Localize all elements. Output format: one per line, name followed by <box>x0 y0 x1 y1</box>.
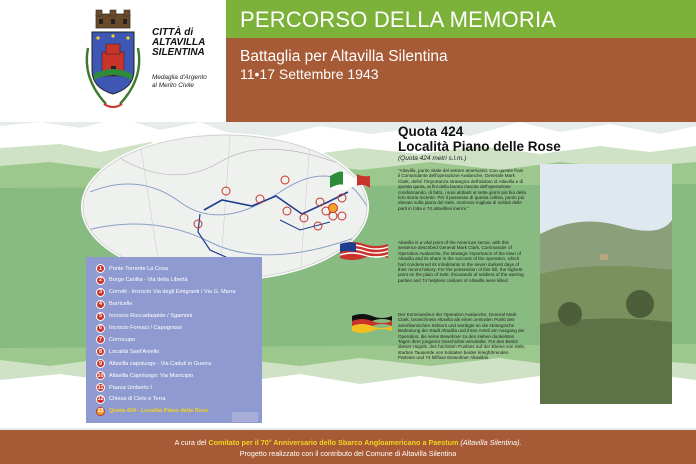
city-name-line3: SILENTINA <box>152 47 205 58</box>
legend-item-label: Incrocio Roccadaspide / Sgamoni <box>109 313 193 320</box>
landscape-photo <box>540 164 672 404</box>
legend-item-label: Piazza Umberto I <box>109 384 152 391</box>
legend-number-badge: 2 <box>96 276 105 285</box>
legend-number-badge: 11 <box>97 384 104 391</box>
legend-item <box>96 334 135 345</box>
city-medal-text <box>152 74 207 90</box>
city-name <box>152 28 205 58</box>
legend-number-badge: 8 <box>96 347 105 356</box>
legend-number-badge: 4 <box>96 300 105 309</box>
legend-item <box>96 299 132 310</box>
legend-item <box>96 358 211 369</box>
legend-item-label: Cerrelli - Incrocio Via degli Emigranti / Via G. Marra <box>109 289 236 296</box>
legend-item-label: Cerrocupo <box>109 336 136 343</box>
legend-item-label: Barricelle <box>109 301 133 308</box>
medal-line1: Medaglia d'Argento <box>152 74 207 81</box>
footer-credit <box>0 438 696 447</box>
legend-mini-badge <box>232 412 258 422</box>
legend-number-badge: 3 <box>96 288 105 297</box>
legend-item <box>96 263 168 274</box>
city-name-line2: ALTAVILLA <box>152 37 206 48</box>
quota-title-line2: Località Piano delle Rose <box>398 139 561 154</box>
italian-flag-icon <box>330 168 370 190</box>
legend-item <box>96 406 208 417</box>
legend-item <box>96 311 192 322</box>
legend-item <box>96 287 236 298</box>
paragraph-german: Der Kommandeur der Operation Avalanche, General Mark Clark, bezeichnete Altavilla als einen zentralen Punkt des amerikanischen Sektors und würdigte so die strategische Bedeutung der Stadt Altavilla und ihren Anteil am Ausgang der Operation, die seine Bewohner zu den sieben dunkelsten Tagen ihrer jüngeren Geschichte verurteilte. Für den Besitz dieses Hügels, des höchsten Punktes auf der Ebene von Sele, starben Tausende von Soldaten beider kriegführenden Parteien und 74 hilflose Einwohner Altavillas. <box>398 312 526 361</box>
page-dates: 11•17 Settembre 1943 <box>240 66 379 82</box>
footer-prefix: A cura del <box>174 438 207 447</box>
paragraph-italian: "Altavilla, punto vitale del settore americano. Con queste frasi il Comandante dell'operazione Avalanche, Generale Mark Clark, definì l'importanza strategica dell'abitato di Altavilla e di questa quota, ai fini della buona riuscita dell'operazione condannando, di fatto, i suoi abitanti al sette giorni più bui della loro storia recente. Per il possesso di questa collina, punto più elevato sulla piana del Sele, morirono migliaia di soldati delle parti in lotta e 74 altavillesi inermi." <box>398 168 526 211</box>
legend-number-badge: 1 <box>96 264 105 273</box>
footer-bar <box>0 430 696 464</box>
legend-item <box>96 394 165 405</box>
legend-item-label: Borgo Carillia - Via della Libertà <box>109 277 188 284</box>
paragraph-english: Altavilla is a vital point of the American sector, with this sentence described General Mark Clark, Commander of Operation Avalanche, the strategic importance of the town of Altavilla and its share in the success of the operation, which had condemned its inhabitants to the seven darkest days of their recent history. For the possession of this hill, the highest point on the plain of Sele, thousands of soldiers of the warring parties and 74 helpless civilians of Altavilla were killed. <box>398 240 524 283</box>
legend-item-label: Altavilla Capoluogo: Via Municipio <box>109 372 194 379</box>
legend-item-label: Incrocio Fornaci / Capograssi <box>109 325 182 331</box>
usa-flag-icon <box>340 240 388 260</box>
page-subtitle: Battaglia per Altavilla Silentina <box>240 48 448 65</box>
quota-title-line1: Quota 424 <box>398 124 464 139</box>
footer-committee: Comitato per il 70° Anniversario dello Sbarco Angloamericano a Paestum <box>208 438 459 447</box>
city-crest-logo <box>80 8 146 114</box>
map-marker-13 <box>329 204 338 213</box>
legend-item <box>96 275 188 286</box>
legend-item-label: Località Sant'Aniello <box>109 348 160 355</box>
quota-subtitle: (Quota 424 metri s.l.m.) <box>398 155 467 162</box>
city-name-line1: CITTÀ di <box>152 27 194 38</box>
legend-number-badge: 12 <box>97 396 104 403</box>
legend-number-badge: 5 <box>96 312 105 321</box>
legend-item-label: Quota 424 - Località Piano delle Rose <box>109 408 209 415</box>
legend-item-label: Chiesa di Cielo e Terra <box>109 396 166 403</box>
legend-number-badge: 10 <box>97 372 104 379</box>
quota-title <box>398 124 561 154</box>
legend-item <box>96 382 152 393</box>
page-title: PERCORSO DELLA MEMORIA <box>240 7 557 32</box>
legend-item-label: Ponte Torrente La Cosa <box>109 265 168 272</box>
legend-number-badge: 6 <box>96 324 105 333</box>
footer-project: Progetto realizzato con il contributo del Comune di Altavilla Silentina <box>239 449 457 458</box>
legend-number-badge: 9 <box>96 359 105 368</box>
legend-number-badge: 7 <box>96 335 105 344</box>
medal-line2: al Merito Civile <box>152 82 194 89</box>
legend-item <box>96 346 159 357</box>
legend-number-badge: 13 <box>97 408 104 415</box>
legend-item <box>96 370 193 381</box>
legend-item-label: Altavilla capoluogo - Via Caduti in Guerra <box>109 360 212 367</box>
legend-item <box>96 323 182 334</box>
footer-suffix: (Altavilla Silentina). <box>460 438 522 447</box>
german-flag-icon <box>352 312 392 334</box>
